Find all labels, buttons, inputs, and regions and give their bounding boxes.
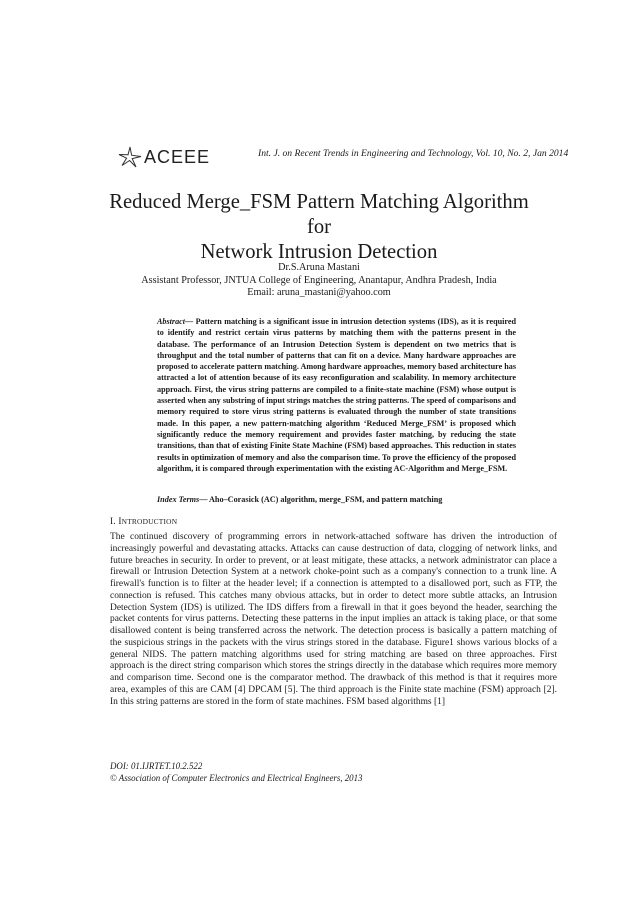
index-terms-label: Index Terms [157,495,200,504]
section-title: NTRODUCTION [121,517,178,526]
title-line-2: Network Intrusion Detection [200,241,438,263]
section-number: I. [110,517,116,527]
section-initial: I [118,517,122,527]
logo-star-icon [118,146,142,168]
author-name: Dr.S.Aruna Mastani [278,262,360,273]
journal-reference: Int. J. on Recent Trends in Engineering and Technology, Vol. 10, No. 2, Jan 2014 [258,148,569,159]
footer [110,760,363,784]
index-terms-text: — Aho–Corasick (AC) algorithm, merge_FSM, and pattern matching [199,495,443,504]
aceee-logo [118,146,210,168]
author-email: Email: aruna_mastani@yahoo.com [247,287,391,299]
logo-text: ACEEE [144,146,211,167]
title-line-1: Reduced Merge_FSM Pattern Matching Algorithm for [109,191,529,238]
abstract-text: — Pattern matching is a significant issue in intrusion detection systems (IDS), as it is required to identify and restrict certain virus patterns by matching them with the patterns present in the database. The performance of an Intrusion Detection System is dependent on two metrics that is throughput and the total number of patterns that can fit on a device. Many hardware approaches are proposed to accelerate pattern matching. Among hardware approaches, memory based architecture has attracted a lot of attention because of its easy reconfiguration and scalability. In memory architecture approach. First, the virus string patterns are compiled to a finite-state machine (FSM) whose output is asserted when any substring of input strings matches the string patterns. The speed of comparisons and memory required to store virus string patterns is evaluated through the number of state transitions made. In this paper, a new pattern-matching algorithm ‘Reduced Merge_FSM’ is proposed which significantly reduce the memory requirement and provides faster matching, by reducing the state transitions, than that of existing Finite State Machine (FSM) based approaches. This reduction in states results in optimization of memory and also the comparison time. To prove the efficiency of the proposed algorithm, it is compared through experimentation with the existing AC-Algorithm and Merge_FSM. [157,317,516,473]
paper-title [100,190,538,265]
index-terms [157,495,516,504]
doi: DOI: 01.IJRTET.10.2.522 [110,761,203,771]
author-affiliation: Assistant Professor, JNTUA College of Engineering, Anantapur, Andhra Pradesh, India [141,274,497,286]
author-block [100,262,538,300]
abstract [157,316,516,474]
abstract-label: Abstract [157,317,185,326]
introduction-paragraph: The continued discovery of programming errors in network-attached software has driven the introduction of increasingly powerful and devastating attacks. Attacks can cause destruction of data, clogging of network links, and future breaches in security. In order to prevent, or at least mitigate, these attacks, a network administrator can place a firewall or Intrusion Detection System at a network choke-point such as a company's connection to a trunk line. A firewall's function is to filter at the header level; if a connection is attempted to a disallowed port, such as FTP, the connection is refused. This catches many obvious attacks, but in order to detect more subtle attacks, an Intrusion Detection System (IDS) is utilized. The IDS differs from a firewall in that it goes beyond the header, searching the packet contents for virus patterns. Detecting these patterns in the input implies an attack is taking place, or that some disallowed content is being transferred across the network. The detection process is basically a pattern matching of the suspicious strings in the packets with the virus strings stored in the database. Figure1 shows various blocks of a general NIDS. The pattern matching algorithms used for string matching are based on three approaches. First approach is the direct string comparison which stores the strings directly in the database which requires more memory and comparison time. Second one is the comparator method. The drawback of this method is that it requires more area, examples of this are CAM [4] DPCAM [5]. The third approach is the Finite state machine (FSM) approach [2]. In this string patterns are stored in the form of state machines. FSM based algorithms [1] [110,532,557,707]
copyright: © Association of Computer Electronics and Electrical Engineers, 2013 [110,773,363,783]
section-heading [110,517,177,527]
